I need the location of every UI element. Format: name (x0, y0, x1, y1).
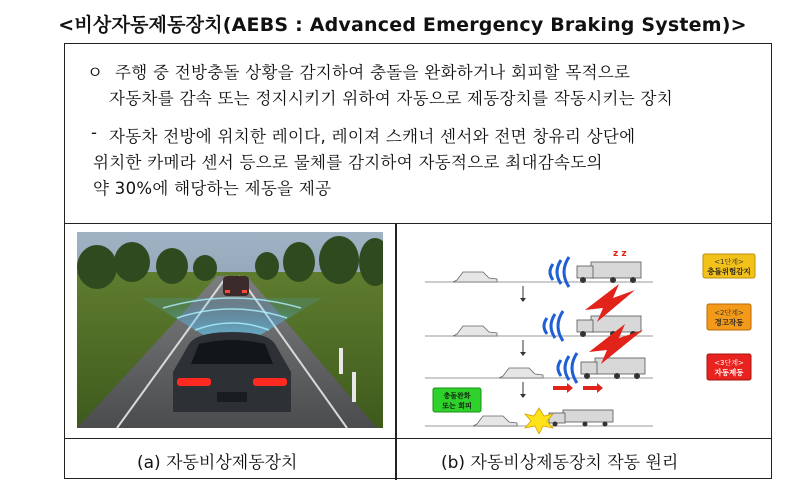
page-title: <비상자동제동장치(AEBS : Advanced Emergency Braking System)> (58, 14, 747, 36)
caption-a: (a) 자동비상제동장치 (137, 453, 298, 473)
dash-mark: - (91, 123, 98, 142)
stage3-desc: 자동제동 (714, 368, 744, 377)
bullet-mark: ㅇ (87, 63, 104, 82)
stage1-desc: 충돌위험감지 (707, 267, 751, 276)
detail-line-1: 자동차 전방에 위치한 레이다, 레이져 스캐너 센서와 전면 창유리 상단에 (109, 127, 636, 146)
result-line-1: 충돌완화 (443, 392, 471, 400)
stage2-label: <2단계> (714, 309, 744, 317)
detail-line-2: 위치한 카메라 센서 등으로 물체를 감지하여 자동적으로 최대감속도의 (93, 153, 603, 172)
description-area (65, 44, 771, 224)
stage2-desc: 경고작동 (714, 318, 744, 327)
caption-b: (b) 자동비상제동장치 작동 원리 (441, 453, 679, 473)
caption-row (65, 438, 771, 480)
stage3-label: <3단계> (714, 359, 744, 367)
aebs-photo (77, 232, 383, 428)
aebs-info-box (64, 43, 772, 479)
aebs-principle-diagram (413, 230, 759, 434)
definition-line-2: 자동차를 감속 또는 정지시키기 위하여 자동으로 제동장치를 작동시키는 장치 (109, 89, 674, 108)
figure-row (65, 224, 771, 438)
result-line-2: 또는 회피 (442, 402, 472, 410)
definition-line-1: 주행 중 전방충돌 상황을 감지하여 충돌을 완화하거나 회피할 목적으로 (115, 63, 631, 82)
svg-text:z z: z z (613, 249, 627, 259)
stage1-label: <1단계> (714, 258, 744, 266)
detail-line-3: 약 30%에 해당하는 제동을 제공 (93, 179, 332, 198)
